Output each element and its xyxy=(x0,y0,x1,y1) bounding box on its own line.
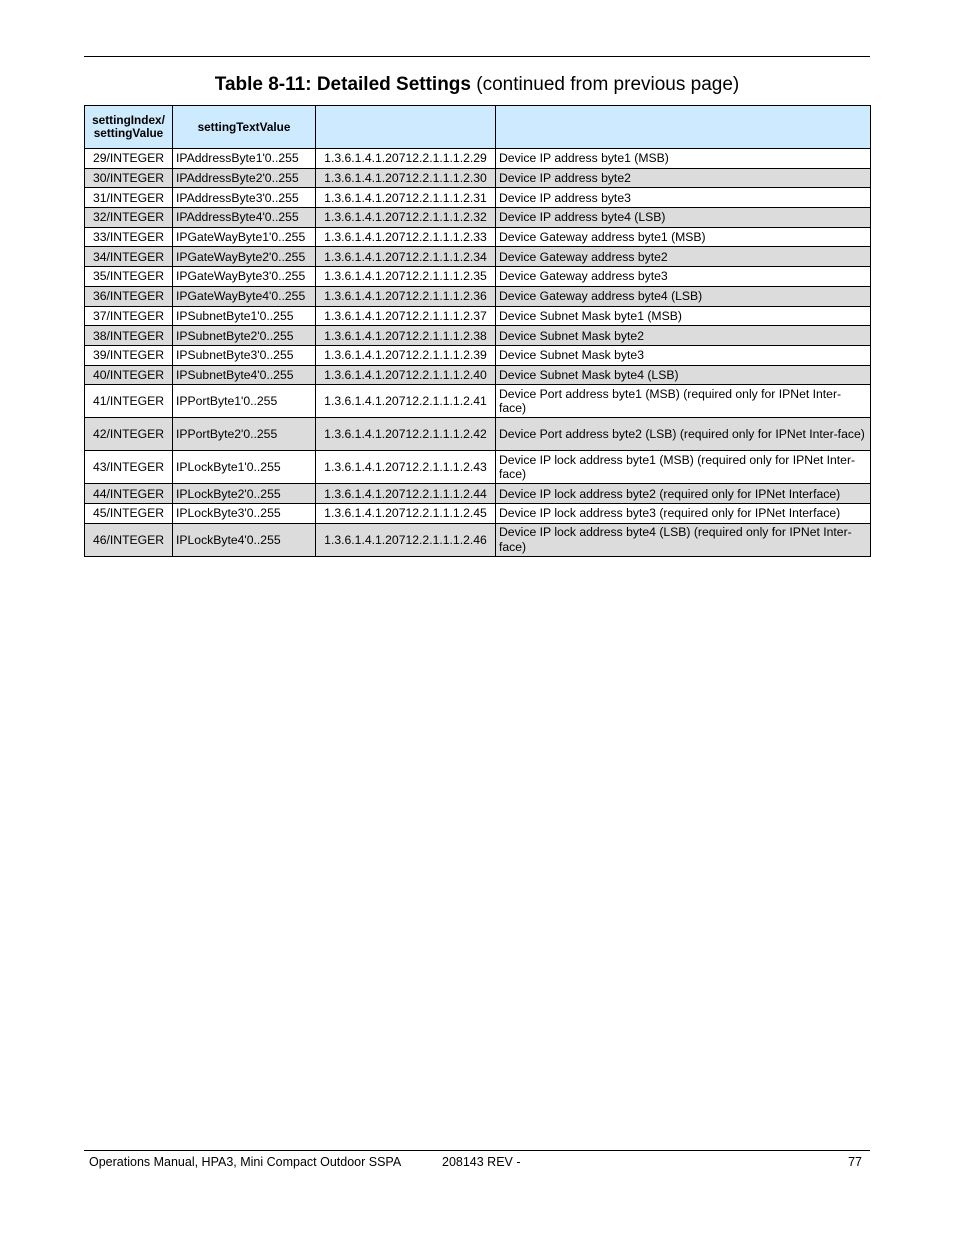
cell-description: Device Gateway address byte4 (LSB) xyxy=(496,286,871,306)
cell-setting-text-value: IPGateWayByte1'0..255 xyxy=(173,227,316,247)
cell-oid: 1.3.6.1.4.1.20712.2.1.1.1.2.38 xyxy=(316,326,496,346)
footer-doc-number: 208143 REV - xyxy=(442,1155,521,1169)
cell-setting-index: 31/INTEGER xyxy=(85,188,173,208)
header-setting-index: settingIndex/ settingValue xyxy=(85,106,173,149)
table-title xyxy=(84,73,870,97)
table-row xyxy=(85,326,871,346)
cell-description: Device IP address byte3 xyxy=(496,188,871,208)
cell-setting-index: 41/INTEGER xyxy=(85,385,173,418)
cell-setting-text-value: IPLockByte2'0..255 xyxy=(173,484,316,504)
cell-setting-index: 36/INTEGER xyxy=(85,286,173,306)
cell-description: Device IP address byte1 (MSB) xyxy=(496,149,871,169)
cell-description: Device IP lock address byte2 (required only for IPNet Interface) xyxy=(496,484,871,504)
cell-setting-index: 42/INTEGER xyxy=(85,418,173,451)
cell-setting-text-value: IPSubnetByte1'0..255 xyxy=(173,306,316,326)
table-row xyxy=(85,188,871,208)
header-description xyxy=(496,106,871,149)
cell-oid: 1.3.6.1.4.1.20712.2.1.1.1.2.45 xyxy=(316,503,496,523)
cell-setting-index: 43/INTEGER xyxy=(85,451,173,484)
table-row xyxy=(85,227,871,247)
table-row xyxy=(85,365,871,385)
table-row xyxy=(85,484,871,504)
cell-description: Device Subnet Mask byte1 (MSB) xyxy=(496,306,871,326)
cell-oid: 1.3.6.1.4.1.20712.2.1.1.1.2.34 xyxy=(316,247,496,267)
cell-setting-text-value: IPSubnetByte2'0..255 xyxy=(173,326,316,346)
cell-setting-index: 44/INTEGER xyxy=(85,484,173,504)
cell-setting-text-value: IPPortByte2'0..255 xyxy=(173,418,316,451)
cell-setting-index: 34/INTEGER xyxy=(85,247,173,267)
cell-setting-text-value: IPGateWayByte2'0..255 xyxy=(173,247,316,267)
table-row xyxy=(85,286,871,306)
cell-oid: 1.3.6.1.4.1.20712.2.1.1.1.2.42 xyxy=(316,418,496,451)
cell-setting-text-value: IPAddressByte3'0..255 xyxy=(173,188,316,208)
cell-description: Device Gateway address byte3 xyxy=(496,267,871,287)
table-row xyxy=(85,523,871,556)
cell-description: Device IP address byte2 xyxy=(496,168,871,188)
cell-setting-index: 29/INTEGER xyxy=(85,149,173,169)
table-row xyxy=(85,267,871,287)
cell-oid: 1.3.6.1.4.1.20712.2.1.1.1.2.44 xyxy=(316,484,496,504)
cell-setting-index: 32/INTEGER xyxy=(85,208,173,228)
cell-setting-index: 40/INTEGER xyxy=(85,365,173,385)
cell-description: Device Port address byte2 (LSB) (required only for IPNet Inter-face) xyxy=(496,418,871,451)
table-row xyxy=(85,385,871,418)
cell-description: Device IP lock address byte3 (required only for IPNet Interface) xyxy=(496,503,871,523)
bottom-rule xyxy=(84,1150,870,1151)
cell-setting-text-value: IPAddressByte2'0..255 xyxy=(173,168,316,188)
cell-setting-text-value: IPGateWayByte3'0..255 xyxy=(173,267,316,287)
table-row xyxy=(85,451,871,484)
cell-oid: 1.3.6.1.4.1.20712.2.1.1.1.2.35 xyxy=(316,267,496,287)
table-row xyxy=(85,149,871,169)
cell-oid: 1.3.6.1.4.1.20712.2.1.1.1.2.29 xyxy=(316,149,496,169)
cell-description: Device Gateway address byte2 xyxy=(496,247,871,267)
footer-page-number: 77 xyxy=(848,1155,862,1169)
table-row xyxy=(85,247,871,267)
cell-setting-index: 46/INTEGER xyxy=(85,523,173,556)
cell-description: Device Subnet Mask byte2 xyxy=(496,326,871,346)
cell-setting-text-value: IPAddressByte1'0..255 xyxy=(173,149,316,169)
cell-oid: 1.3.6.1.4.1.20712.2.1.1.1.2.39 xyxy=(316,345,496,365)
cell-setting-index: 35/INTEGER xyxy=(85,267,173,287)
cell-setting-text-value: IPSubnetByte4'0..255 xyxy=(173,365,316,385)
cell-description: Device IP lock address byte4 (LSB) (required only for IPNet Inter-face) xyxy=(496,523,871,556)
cell-oid: 1.3.6.1.4.1.20712.2.1.1.1.2.40 xyxy=(316,365,496,385)
cell-oid: 1.3.6.1.4.1.20712.2.1.1.1.2.33 xyxy=(316,227,496,247)
cell-setting-index: 33/INTEGER xyxy=(85,227,173,247)
cell-setting-text-value: IPPortByte1'0..255 xyxy=(173,385,316,418)
table-title-bold: Table 8-11: Detailed Settings xyxy=(214,74,471,95)
cell-description: Device Port address byte1 (MSB) (required only for IPNet Inter-face) xyxy=(496,385,871,418)
cell-setting-index: 37/INTEGER xyxy=(85,306,173,326)
cell-oid: 1.3.6.1.4.1.20712.2.1.1.1.2.37 xyxy=(316,306,496,326)
settings-table xyxy=(84,105,871,557)
header-setting-text-value: settingTextValue xyxy=(173,106,316,149)
cell-setting-text-value: IPLockByte1'0..255 xyxy=(173,451,316,484)
cell-oid: 1.3.6.1.4.1.20712.2.1.1.1.2.43 xyxy=(316,451,496,484)
table-header-row xyxy=(85,106,871,149)
cell-oid: 1.3.6.1.4.1.20712.2.1.1.1.2.46 xyxy=(316,523,496,556)
cell-setting-text-value: IPAddressByte4'0..255 xyxy=(173,208,316,228)
cell-description: Device Gateway address byte1 (MSB) xyxy=(496,227,871,247)
cell-setting-index: 38/INTEGER xyxy=(85,326,173,346)
cell-setting-index: 39/INTEGER xyxy=(85,345,173,365)
header-oid xyxy=(316,106,496,149)
cell-setting-text-value: IPLockByte3'0..255 xyxy=(173,503,316,523)
table-row xyxy=(85,345,871,365)
cell-description: Device IP lock address byte1 (MSB) (required only for IPNet Inter-face) xyxy=(496,451,871,484)
table-row xyxy=(85,168,871,188)
cell-oid: 1.3.6.1.4.1.20712.2.1.1.1.2.41 xyxy=(316,385,496,418)
cell-description: Device IP address byte4 (LSB) xyxy=(496,208,871,228)
cell-oid: 1.3.6.1.4.1.20712.2.1.1.1.2.32 xyxy=(316,208,496,228)
cell-setting-text-value: IPGateWayByte4'0..255 xyxy=(173,286,316,306)
cell-setting-text-value: IPLockByte4'0..255 xyxy=(173,523,316,556)
cell-setting-index: 30/INTEGER xyxy=(85,168,173,188)
cell-description: Device Subnet Mask byte3 xyxy=(496,345,871,365)
table-row xyxy=(85,306,871,326)
table-row xyxy=(85,208,871,228)
table-body xyxy=(85,149,871,557)
cell-description: Device Subnet Mask byte4 (LSB) xyxy=(496,365,871,385)
top-rule xyxy=(84,56,870,57)
cell-oid: 1.3.6.1.4.1.20712.2.1.1.1.2.31 xyxy=(316,188,496,208)
table-title-continued: (continued from previous page) xyxy=(470,74,740,95)
cell-oid: 1.3.6.1.4.1.20712.2.1.1.1.2.36 xyxy=(316,286,496,306)
cell-setting-index: 45/INTEGER xyxy=(85,503,173,523)
footer-manual-title: Operations Manual, HPA3, Mini Compact Outdoor SSPA xyxy=(89,1155,402,1169)
table-row xyxy=(85,418,871,451)
cell-setting-text-value: IPSubnetByte3'0..255 xyxy=(173,345,316,365)
cell-oid: 1.3.6.1.4.1.20712.2.1.1.1.2.30 xyxy=(316,168,496,188)
table-row xyxy=(85,503,871,523)
